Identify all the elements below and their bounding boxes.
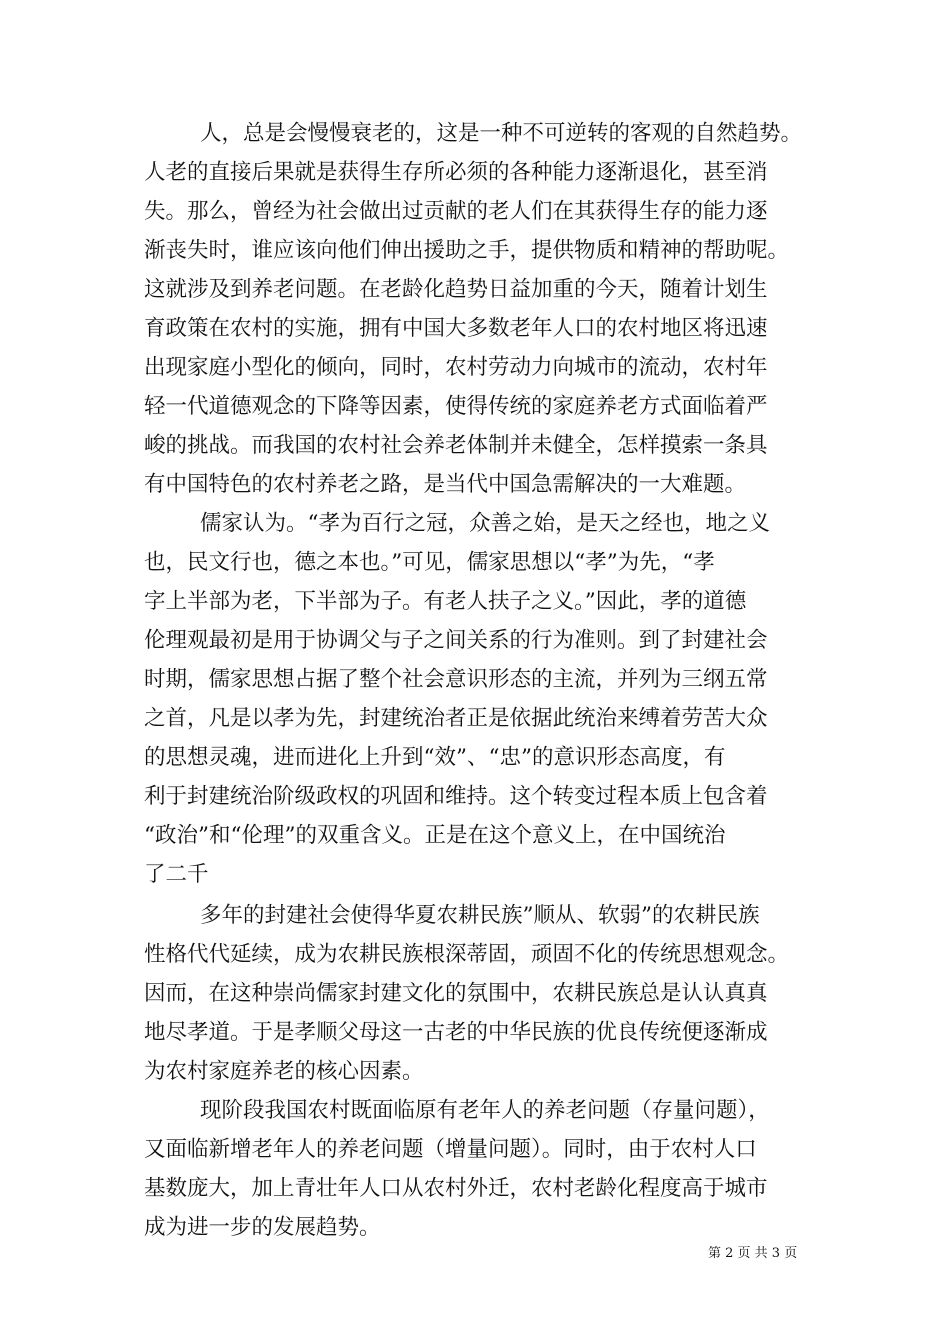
paragraph-4-line-3: 基数庞大，加上青壮年人口从农村外迁，农村老龄化程度高于城市 [144, 1176, 768, 1201]
paragraph-3-line-1: 多年的封建社会使得华夏农耕民族”顺从、软弱”的农耕民族 [200, 903, 760, 928]
paragraph-1-line-2: 人老的直接后果就是获得生存所必须的各种能力逐渐退化，甚至消 [144, 160, 768, 185]
paragraph-4-line-1: 现阶段我国农村既面临原有老年人的养老问题（存量问题）， [200, 1098, 770, 1123]
paragraph-2-line-3: 字上半部为老，下半部为子。有老人扶子之义。”因此，孝的道德 [144, 589, 747, 614]
paragraph-1-line-8: 轻一代道德观念的下降等因素，使得传统的家庭养老方式面临着严 [144, 394, 768, 419]
paragraph-3-line-3: 因而，在这种崇尚儒家封建文化的氛围中，农耕民族总是认认真真 [144, 981, 768, 1006]
paragraph-3-line-2: 性格代代延续，成为农耕民族根深蒂固，顽固不化的传统思想观念。 [144, 942, 790, 967]
paragraph-1-line-6: 育政策在农村的实施，拥有中国大多数老年人口的农村地区将迅速 [144, 316, 768, 341]
paragraph-4-line-2: 又面临新增老年人的养老问题（增量问题）。同时，由于农村人口 [144, 1137, 757, 1162]
page-number-footer: 第 2 页 共 3 页 [708, 1246, 798, 1261]
paragraph-2-line-10: 了二千 [144, 862, 209, 887]
paragraph-2-line-2: 也，民文行也，德之本也。”可见，儒家思想以“孝”为先，“孝 [144, 550, 715, 575]
paragraph-2-line-6: 之首，凡是以孝为先，封建统治者正是依据此统治来缚着劳苦大众 [144, 706, 768, 731]
paragraph-1-line-4: 渐丧失时，谁应该向他们伸出援助之手，提供物质和精神的帮助呢。 [144, 238, 790, 263]
paragraph-1-line-1: 人，总是会慢慢衰老的，这是一种不可逆转的客观的自然趋势。 [200, 121, 803, 146]
paragraph-2-line-1: 儒家认为。“孝为百行之冠，众善之始，是天之经也，地之义 [200, 511, 770, 536]
paragraph-1-line-5: 这就涉及到养老问题。在老龄化趋势日益加重的今天，随着计划生 [144, 277, 768, 302]
paragraph-1-line-7: 出现家庭小型化的倾向，同时，农村劳动力向城市的流动，农村年 [144, 355, 768, 380]
paragraph-1-line-3: 失。那么，曾经为社会做出过贡献的老人们在其获得生存的能力逐 [144, 199, 768, 224]
paragraph-2-line-4: 伦理观最初是用于协调父与子之间关系的行为准则。到了封建社会 [144, 628, 768, 653]
paragraph-2-line-9: “政治”和“伦理”的双重含义。正是在这个意义上，在中国统治 [144, 823, 726, 848]
paragraph-2-line-7: 的思想灵魂，进而进化上升到“效”、“忠”的意识形态高度，有 [144, 745, 726, 770]
paragraph-2-line-8: 利于封建统治阶级政权的巩固和维持。这个转变过程本质上包含着 [144, 784, 768, 809]
paragraph-2-line-5: 时期，儒家思想占据了整个社会意识形态的主流，并列为三纲五常 [144, 667, 768, 692]
paragraph-1-line-9: 峻的挑战。而我国的农村社会养老体制并未健全，怎样摸索一条具 [144, 433, 768, 458]
paragraph-1-line-10: 有中国特色的农村养老之路，是当代中国急需解决的一大难题。 [144, 472, 747, 497]
paragraph-3-line-5: 为农村家庭养老的核心因素。 [144, 1059, 424, 1084]
paragraph-3-line-4: 地尽孝道。于是孝顺父母这一古老的中华民族的优良传统便逐渐成 [144, 1020, 768, 1045]
paragraph-4-line-4: 成为进一步的发展趋势。 [144, 1215, 381, 1240]
